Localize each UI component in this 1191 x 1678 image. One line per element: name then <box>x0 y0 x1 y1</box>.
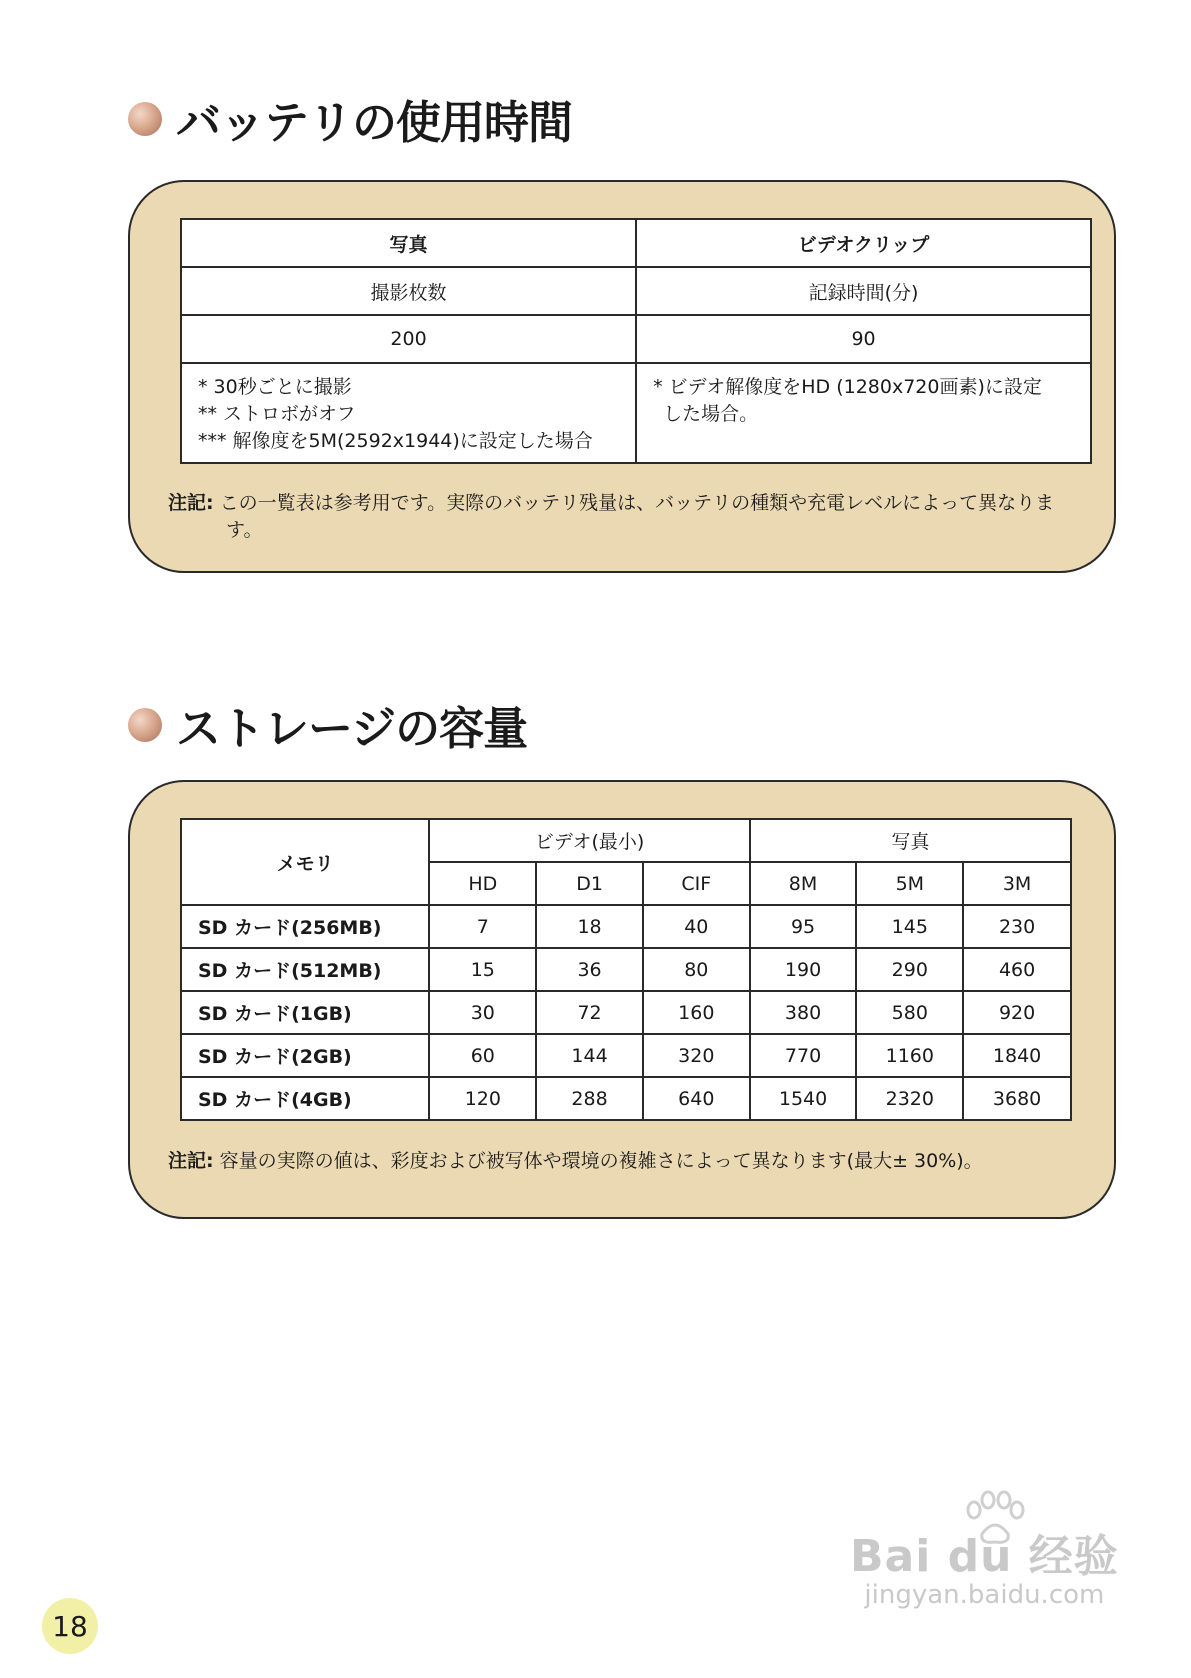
battery-header-video: ビデオクリップ <box>636 219 1091 267</box>
photo-notes <box>181 363 636 463</box>
battery-note-line1: この一覧表は参考用です。実際のバッテリ残量は、バッテリの種類や充電レベルによって異なりま <box>213 492 1055 514</box>
subheader-cif: CIF <box>643 862 750 905</box>
storage-note-label: 注記: <box>168 1150 214 1172</box>
table-cell: 2320 <box>856 1077 963 1120</box>
subheader-d1: D1 <box>536 862 643 905</box>
storage-section-title <box>128 692 527 757</box>
video-value: 90 <box>636 315 1091 363</box>
table-cell: 380 <box>750 991 857 1034</box>
row-label: SD カード(4GB) <box>181 1077 429 1120</box>
video-note-1: * ビデオ解像度をHD (1280x720画素)に設定 <box>653 376 1042 398</box>
subheader-5m: 5M <box>856 862 963 905</box>
table-cell: 190 <box>750 948 857 991</box>
table-cell: 320 <box>643 1034 750 1077</box>
table-cell: 40 <box>643 905 750 948</box>
table-row <box>181 948 1071 991</box>
table-cell: 144 <box>536 1034 643 1077</box>
bullet-icon <box>128 708 162 742</box>
photo-note-3: *** 解像度を5M(2592x1944)に設定した場合 <box>198 430 593 452</box>
watermark-sub: jingyan.baidu.com <box>864 1580 1105 1610</box>
battery-note <box>168 490 1068 544</box>
table-cell: 15 <box>429 948 536 991</box>
table-row <box>181 1034 1071 1077</box>
storage-header-memory: メモリ <box>181 819 429 905</box>
table-cell: 580 <box>856 991 963 1034</box>
video-note-2: した場合。 <box>663 403 759 425</box>
battery-table <box>180 218 1092 464</box>
table-row <box>181 1077 1071 1120</box>
table-cell: 1840 <box>963 1034 1071 1077</box>
table-cell: 3680 <box>963 1077 1071 1120</box>
photo-value: 200 <box>181 315 636 363</box>
table-cell: 95 <box>750 905 857 948</box>
photo-note-1: * 30秒ごとに撮影 <box>198 376 352 398</box>
table-cell: 460 <box>963 948 1071 991</box>
table-cell: 920 <box>963 991 1071 1034</box>
table-cell: 1160 <box>856 1034 963 1077</box>
subheader-3m: 3M <box>963 862 1071 905</box>
table-cell: 160 <box>643 991 750 1034</box>
table-cell: 770 <box>750 1034 857 1077</box>
storage-note-text: 容量の実際の値は、彩度および被写体や環境の複雑さによって異なります(最大± 30%)。 <box>213 1150 983 1172</box>
table-cell: 18 <box>536 905 643 948</box>
storage-panel <box>128 780 1116 1219</box>
table-cell: 288 <box>536 1077 643 1120</box>
table-row <box>181 991 1071 1034</box>
watermark-main: Bai du 经验 <box>850 1531 1119 1582</box>
table-cell: 60 <box>429 1034 536 1077</box>
row-label: SD カード(512MB) <box>181 948 429 991</box>
row-label: SD カード(1GB) <box>181 991 429 1034</box>
table-cell: 1540 <box>750 1077 857 1120</box>
photo-note-2: ** ストロボがオフ <box>198 403 356 425</box>
photo-unit: 撮影枚数 <box>181 267 636 315</box>
table-cell: 30 <box>429 991 536 1034</box>
bullet-icon <box>128 102 162 136</box>
table-cell: 7 <box>429 905 536 948</box>
battery-panel <box>128 180 1116 573</box>
table-cell: 290 <box>856 948 963 991</box>
table-row <box>181 905 1071 948</box>
table-cell: 145 <box>856 905 963 948</box>
table-cell: 80 <box>643 948 750 991</box>
table-cell: 640 <box>643 1077 750 1120</box>
storage-title-text: ストレージの容量 <box>176 702 528 755</box>
table-cell: 120 <box>429 1077 536 1120</box>
row-label: SD カード(256MB) <box>181 905 429 948</box>
battery-section-title <box>128 86 572 151</box>
subheader-hd: HD <box>429 862 536 905</box>
storage-table <box>180 818 1072 1121</box>
table-cell: 36 <box>536 948 643 991</box>
subheader-8m: 8M <box>750 862 857 905</box>
battery-note-label: 注記: <box>168 492 214 514</box>
storage-note <box>168 1148 1098 1175</box>
storage-header-photo: 写真 <box>750 819 1071 862</box>
battery-note-line2: す。 <box>226 519 263 541</box>
video-unit: 記録時間(分) <box>636 267 1091 315</box>
page-number: 18 <box>42 1598 98 1654</box>
battery-title-text: バッテリの使用時間 <box>176 96 573 149</box>
video-notes <box>636 363 1091 463</box>
battery-header-photo: 写真 <box>181 219 636 267</box>
baidu-watermark <box>850 1520 1119 1610</box>
storage-header-video: ビデオ(最小) <box>429 819 749 862</box>
table-cell: 230 <box>963 905 1071 948</box>
table-cell: 72 <box>536 991 643 1034</box>
row-label: SD カード(2GB) <box>181 1034 429 1077</box>
